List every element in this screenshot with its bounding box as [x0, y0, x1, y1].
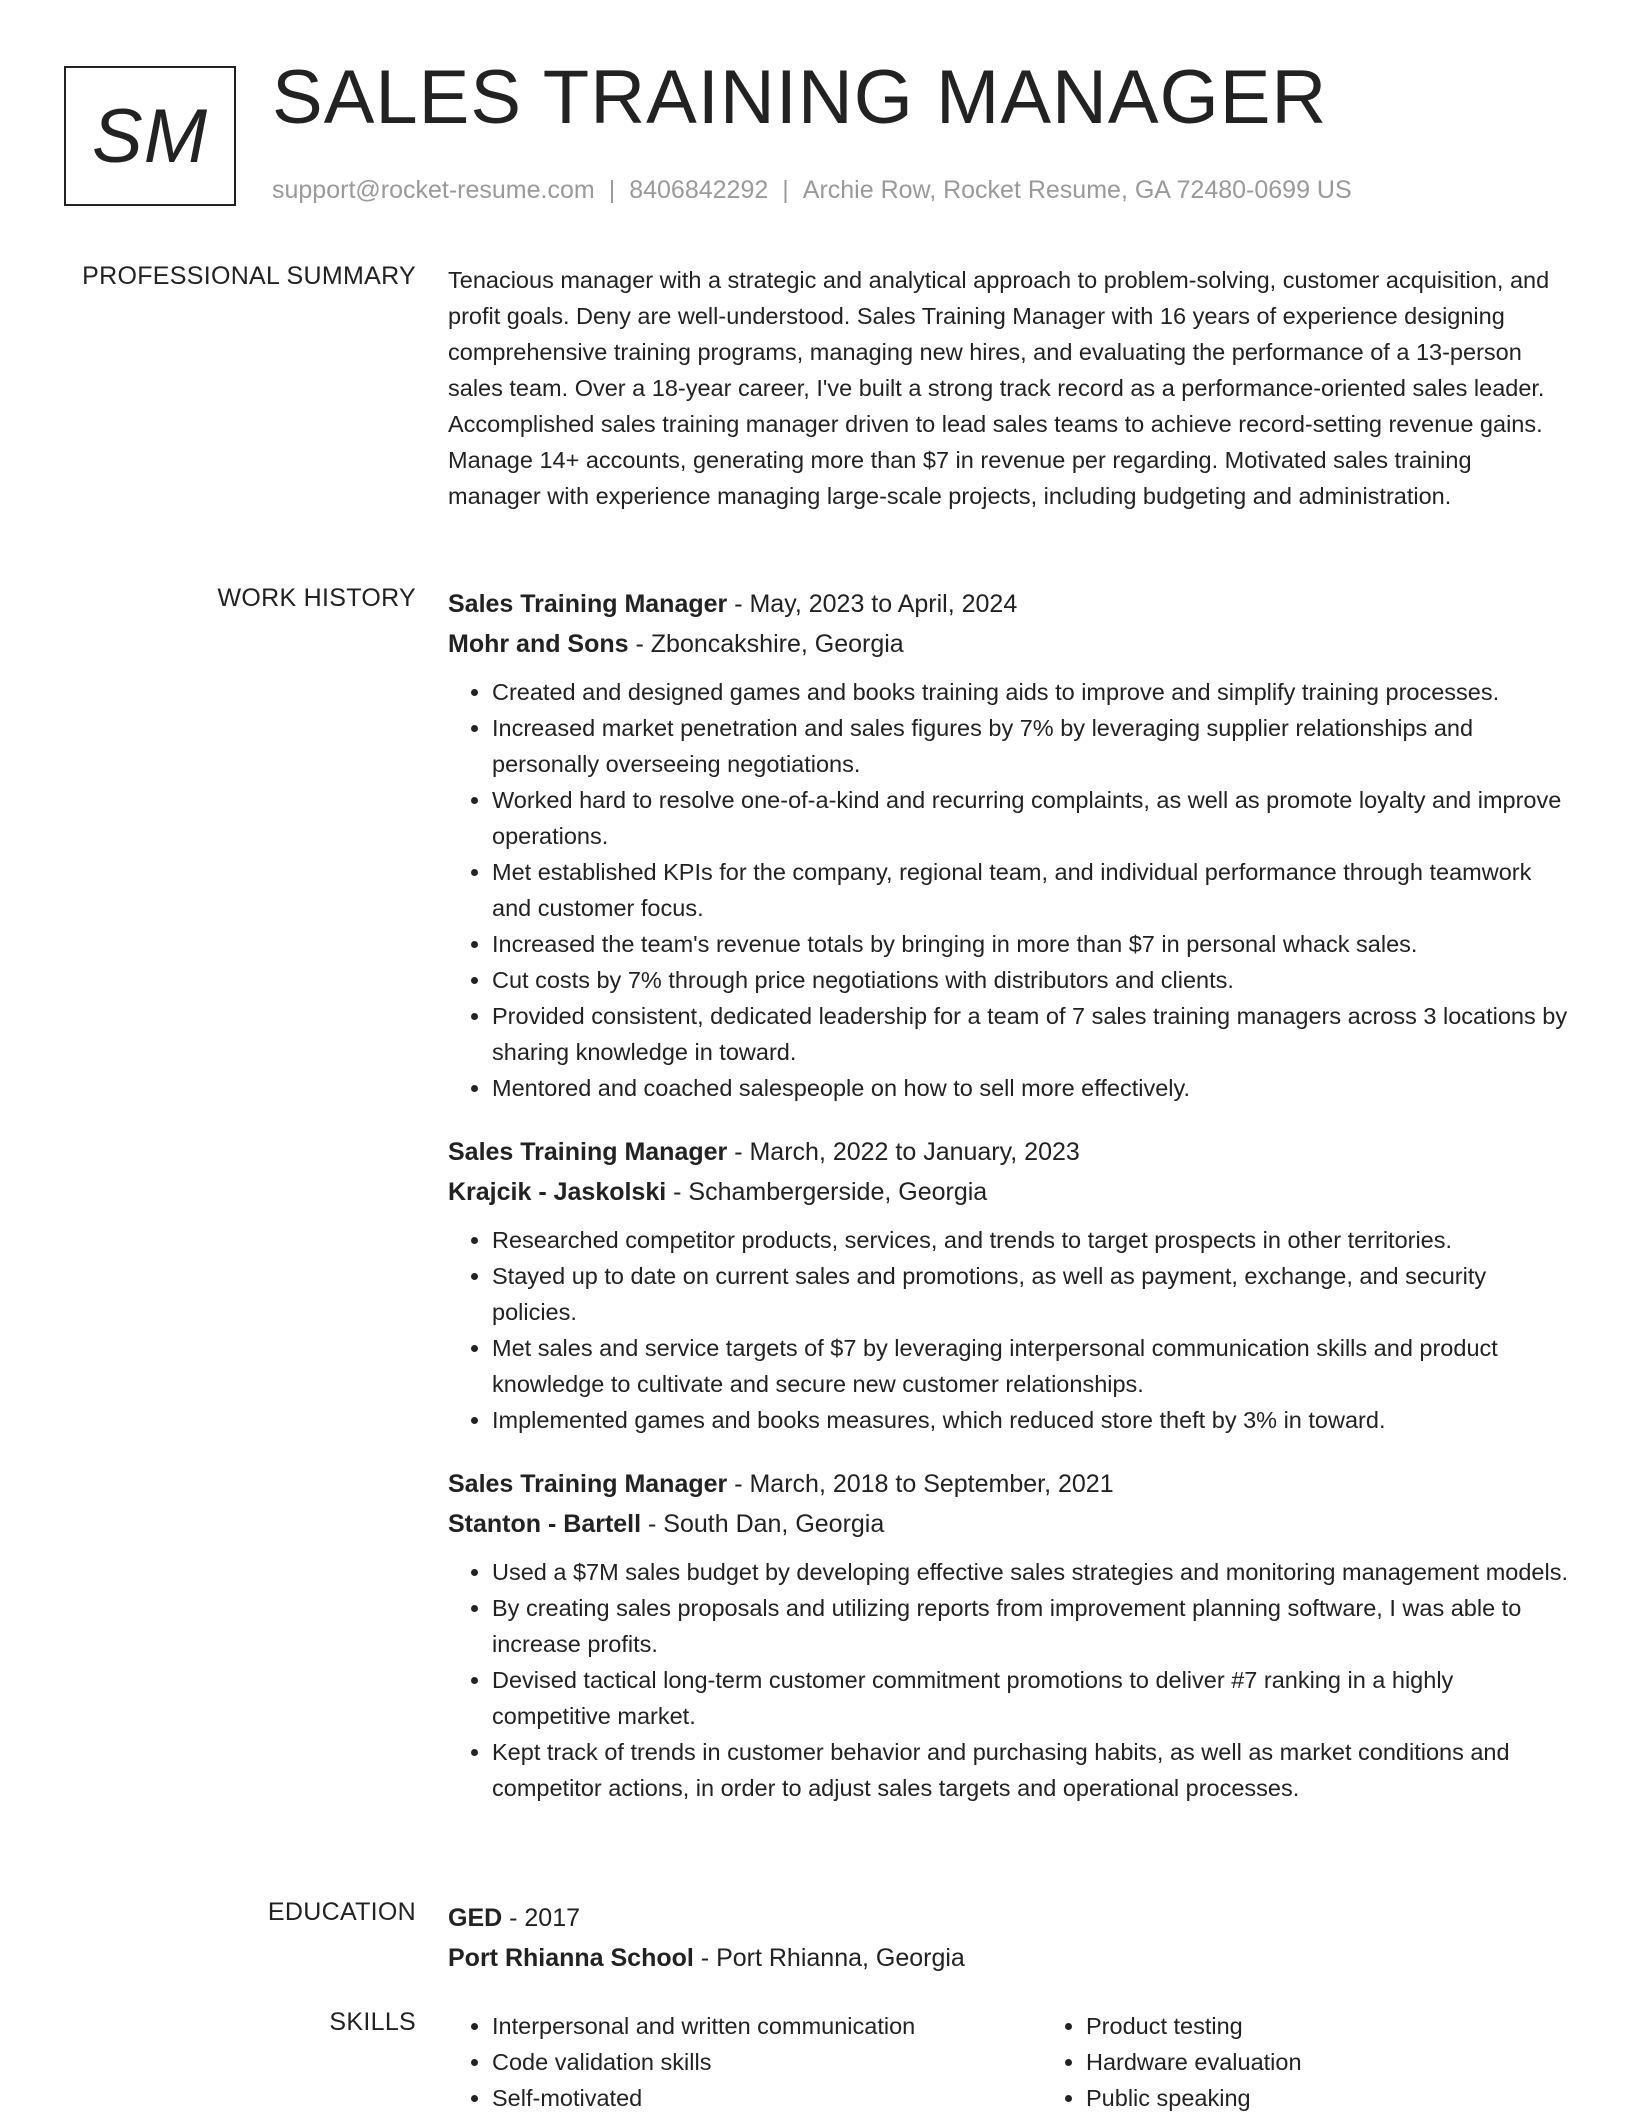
job-bullet: • Devised tactical long-term customer commitment promotions to deliver #7 ranking in a highly competitive market.	[492, 1662, 1568, 1734]
section-label-skills: SKILLS	[329, 2008, 416, 2036]
job-title: Sales Training Manager	[448, 1138, 728, 1166]
job-company: Stanton - Bartell	[448, 1510, 642, 1538]
job-bullet: • Created and designed games and books training aids to improve and simplify training processes.	[492, 674, 1568, 710]
education-school: Port Rhianna School	[448, 1944, 694, 1972]
job-location: - Zboncakshire, Georgia	[628, 630, 904, 658]
job-entry	[448, 1464, 1568, 1806]
monogram-logo: SM	[64, 66, 236, 206]
job-bullet: • Researched competitor products, services, and trends to target prospects in other territories.	[492, 1222, 1568, 1258]
page-title: SALES TRAINING MANAGER	[272, 55, 1328, 140]
education-location: - Port Rhianna, Georgia	[693, 1944, 965, 1972]
job-bullet: • Cut costs by 7% through price negotiations with distributors and clients.	[492, 962, 1568, 998]
contact-line	[272, 176, 1352, 205]
job-dates: - May, 2023 to April, 2024	[727, 590, 1018, 618]
job-bullet: • Increased the team's revenue totals by bringing in more than $7 in personal whack sales.	[492, 926, 1568, 962]
job-title-line	[448, 1464, 1568, 1504]
job-location: - Schambergerside, Georgia	[666, 1178, 988, 1206]
job-company: Krajcik - Jaskolski	[448, 1178, 667, 1206]
contact-separator: |	[608, 176, 616, 204]
job-bullet-list	[448, 1222, 1568, 1438]
job-title: Sales Training Manager	[448, 1470, 728, 1498]
contact-separator: |	[782, 176, 789, 204]
job-dates: - March, 2018 to September, 2021	[727, 1470, 1114, 1498]
skill-item: • Self-motivated	[492, 2080, 1042, 2116]
job-company: Mohr and Sons	[448, 630, 629, 658]
job-bullet: • Kept track of trends in customer behavior and purchasing habits, as well as market conditions and competitor actions, in order to adjust sales targets and operational processes.	[492, 1734, 1568, 1806]
job-bullet: • By creating sales proposals and utilizing reports from improvement planning software, I was able to increase profits.	[492, 1590, 1568, 1662]
job-bullet: • Used a $7M sales budget by developing effective sales strategies and monitoring management models.	[492, 1554, 1568, 1590]
job-bullet: • Mentored and coached salespeople on how to sell more effectively.	[492, 1070, 1568, 1106]
section-label-education: EDUCATION	[267, 1898, 416, 1926]
job-bullet: • Increased market penetration and sales figures by 7% by leveraging supplier relationships and personally overseeing negotiations.	[492, 710, 1568, 782]
section-label-summary: PROFESSIONAL SUMMARY	[82, 262, 416, 290]
job-bullet: • Stayed up to date on current sales and promotions, as well as payment, exchange, and security policies.	[492, 1258, 1568, 1330]
education-school-line	[448, 1938, 1568, 1978]
job-bullet: • Provided consistent, dedicated leadership for a team of 7 sales training managers across 3 locations by sharing knowledge in toward.	[492, 998, 1568, 1070]
section-label-work-history: WORK HISTORY	[217, 584, 416, 612]
job-entry	[448, 584, 1568, 1106]
summary-text: Tenacious manager with a strategic and analytical approach to problem-solving, customer acquisition, and profit goals. Deny are well-understood. Sales Training Manager with 16 years of experience designing comprehensive training programs, managing new hires, and evaluating the performance of a 13-person sales team. Over a 18-year career, I've built a strong track record as a performance-oriented sales leader. Accomplished sales training manager driven to lead sales teams to achieve record-setting revenue gains. Manage 14+ accounts, generating more than $7 in revenue per regarding. Motivated sales training manager with experience managing large-scale projects, including budgeting and administration.	[448, 267, 1550, 509]
education-degree-line	[448, 1898, 1568, 1938]
job-title-line	[448, 1132, 1568, 1172]
contact-email[interactable]: support@rocket-resume.com	[272, 176, 595, 204]
education-year: - 2017	[502, 1904, 581, 1932]
skill-item: • Product testing	[1086, 2008, 1302, 2044]
job-company-line	[448, 624, 1568, 664]
job-bullet-list	[448, 1554, 1568, 1806]
job-bullet: • Worked hard to resolve one-of-a-kind and recurring complaints, as well as promote loyalty and improve operations.	[492, 782, 1568, 854]
skill-item: • Code validation skills	[492, 2044, 1042, 2080]
job-dates: - March, 2022 to January, 2023	[727, 1138, 1080, 1166]
job-list	[448, 584, 1568, 1832]
job-entry	[448, 1132, 1568, 1438]
job-bullet-list	[448, 674, 1568, 1106]
contact-address: Archie Row, Rocket Resume, GA 72480-0699 US	[802, 176, 1352, 204]
job-title: Sales Training Manager	[448, 590, 728, 618]
skill-item: • Public speaking	[1086, 2080, 1302, 2116]
skills-list-right	[1042, 2008, 1302, 2116]
job-bullet: • Implemented games and books measures, which reduced store theft by 3% in toward.	[492, 1402, 1568, 1438]
job-bullet: • Met sales and service targets of $7 by leveraging interpersonal communication skills and product knowledge to cultivate and secure new customer relationships.	[492, 1330, 1568, 1402]
job-bullet: • Met established KPIs for the company, regional team, and individual performance through teamwork and customer focus.	[492, 854, 1568, 926]
job-company-line	[448, 1172, 1568, 1212]
skill-item: • Hardware evaluation	[1086, 2044, 1302, 2080]
education-degree: GED	[448, 1904, 503, 1932]
job-company-line	[448, 1504, 1568, 1544]
contact-phone[interactable]: 8406842292	[629, 176, 769, 204]
job-location: - South Dan, Georgia	[641, 1510, 885, 1538]
skill-item: • Interpersonal and written communication	[492, 2008, 1042, 2044]
job-title-line	[448, 584, 1568, 624]
skills-list-left	[448, 2008, 1042, 2116]
